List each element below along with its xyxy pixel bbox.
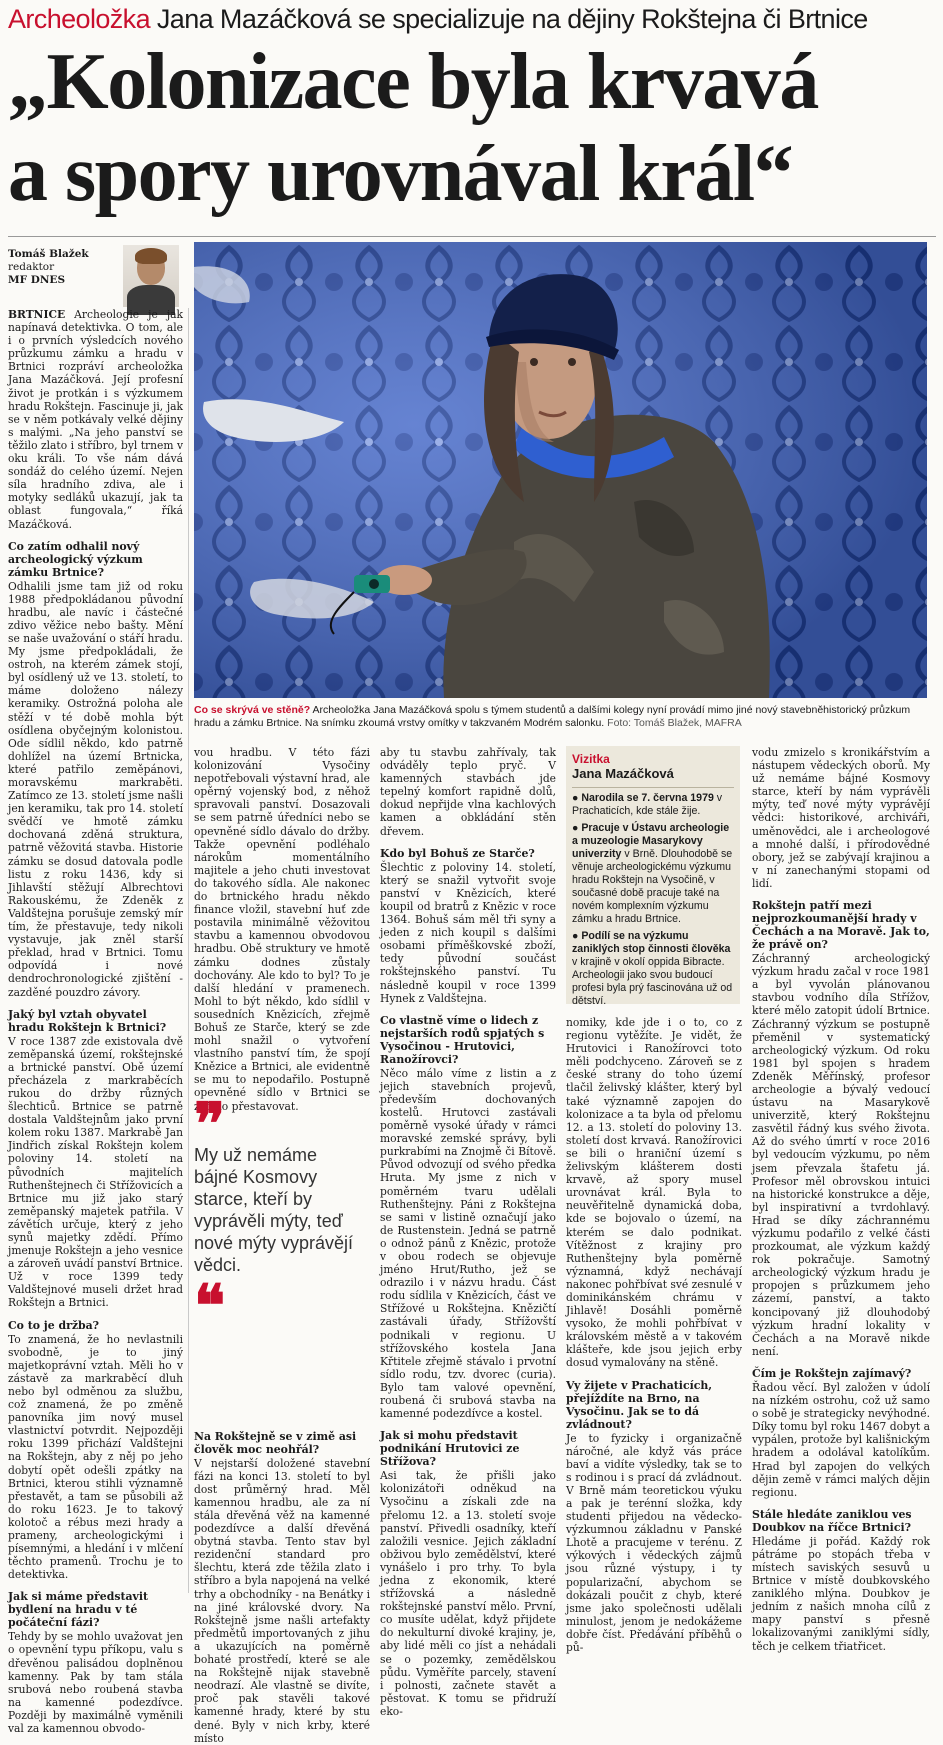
question: Na Rokštejně se v zimě asi člověk moc neohřál? [194,1429,357,1456]
question: Rokštejn patří mezi nejprozkoumanější hrady v Čechách a na Moravě. Jak to, že právě on? [752,899,930,952]
answer: Hledáme ji pořád. Každý rok pátráme po stopách třeba v místech saviských sesuvů u Brtnice v místě doubkovského zaniklého mlýna. Doubkov je jedním z našich mnoha cílů z mapy panství s přesně lokalizovanými zaniklými sídly, těch je celkem třiatřicet. [752,1534,930,1653]
question: Jak si máme představit bydlení na hradu v té počáteční fázi? [8,1590,149,1630]
photo-credit: Foto: Tomáš Blažek, MAFRA [604,717,742,729]
column-3 [380,746,556,1718]
answer: Záchranný archeologický výzkum hradu začal v roce 1981 a byl vyvolán plánovanou stavbou vodního díla Střížov, které mělo zatopit údolí Brtnice. Záchranný výzkum se postupně přeměnil v systematický archeologický výzkum. Od roku 1981 byl spojen s hradem Zdeněk Měřínský, profesor archeologie a bývalý vedoucí ústavu na Masarykově univerzitě, který Rokštejnu zasvětil řádný kus svého života. Až do svého úmrtí v roce 2016 byl vedoucím výzkumu, po něm jsem převzala štafetu já. Profesor měl obrovskou intuici na historické konstrukce a děje, byl inspirativní a tvrdohlavý. Hrad se díky záchrannému výzkumu podařilo z velké části prozkoumat, ale výzkum každý rok pokračuje. Samotný archeologický výzkum hradu je propojen s průzkumem jeho zázemí, panství, a takto koncipovaný již dlouhodobý výzkum hradní lokality v Čechách a na Moravě nikde není. [752,952,930,1358]
question: Co zatím odhalil nový archeologický výzkum zámku Brtnice? [8,539,143,579]
kicker-text: Jana Mazáčková se specializuje na dějiny Rokštejna či Brtnice [149,4,868,34]
photo-caption [194,704,929,730]
question: Vy žijete v Prachaticích, přejíždíte na Brno, na Vysočinu. Jak se to dá zvládnout? [566,1378,713,1431]
column-5 [752,746,930,1653]
answer: Něco málo víme z listin a z jejich stavebních projevů, především dochovaných kostelů. Hrutovci zastávali poměrně vysoké úřady v rámci moravské zemské správy, byli purkrabími na Znojmě či Bítově. Původ odvozují od svého předka Hruta. My jsme z nich v poměrném tvaru udělali Ruthenštejny. Páni z Rokštejna se sami v listině označují jako de Rustenstein. Jedná se patrně o odnož pánů z Knězic, protože v obou rodech se objevuje jméno Hrut/Rutho, jež se odrazilo i v názvu hradu. Část rodu sídlila v Knězicích, část ve Střížové u Rokštejna. Knězičtí zastávali úřady, Střížovští podnikali v regionu. U střížovského kostela Jana Křtitele zřejmě stávalo i prvotní sídlo rodu, tzv. dvorec (curia). Bylo tam valové opevnění, roubená či srubová stavba na kamenné podezdívce a kostel. [380,1066,556,1421]
headline-line-2: a spory urovnával král“ [8,130,793,218]
question: Kdo byl Bohuš ze Starče? [380,846,535,860]
question: Co to je držba? [8,1318,100,1332]
question: Čím je Rokštejn zajímavý? [752,1366,912,1380]
headline [8,36,938,220]
profile-box-title: Vizitka [572,752,610,766]
kicker [8,2,938,36]
answer: Šlechtic z poloviny 14. století, který se snažil vytvořit svoje panství v Knězicích, které koupil od bratrů z Knězic v roce 1364. Bohuš sám měl tři syny a jeden z nich koupil s dalšími osobami příměškovské zboží, tedy původní součást rokštejnského panství. Tu následně koupil v roce 1399 Hynek z Valdštejna. [380,860,556,1005]
answer: V nejstarší doložené stavební fázi na konci 13. století to byl dost průměrný hrad. Měl kamennou hradbu, ale za ní stála dřevěná věž na kamenné podezdívce a další dřevěná obytná stavba. Tento stav byl rezidenční standard pro šlechtu, která zde těžila zlato i stříbro a byla napojená na velké trhy a obchodníky - na Benátky i na jiné královské dvory. Na Rokštejně jsme našli artefakty předmětů importovaných z jihu a ukazujících na poměrně bohaté prostředí, které se ale na Rokštejně nijak stavebně neodrazí. Ale vlastně se divíte, proč pak stavěli takové kamenné hrady, které by stu dené. Byly v nich krby, které místo [194,1456,370,1745]
answer: Je to fyzicky i organizačně náročné, ale když vás práce baví a vidíte výsledky, tak se to s rodinou i s prací dá zvládnout. V Brně mám teoretickou výuku a pak je terénní složka, kdy studenti přijedou na vědecko-výzkumnou základnu v Panské Lhotě a pracujeme v terénu. Z výkových i vědeckých zájmů jsou různé výstupy, i ty popularizační, abychom se dokázali poučit z chyb, které jsme jako společnosti udělali minulost, jenom je nedokážeme dobře číst. Předávání příběhů o pů- [566,1431,742,1655]
question: Stále hledáte zaniklou ves Doubkov na říčce Brtnici? [752,1507,912,1534]
dateline: BRTNICE [8,308,66,321]
headline-line-1: „Kolonizace byla krvavá [8,38,818,126]
profile-item: ● Pracuje v Ústavu archeologie a muzeologie Masarykovy univerzity v Brně. Dlouhodobě se věnuje archeologickému výzkumu hradu Rokštejn na Vysočině, v současné době pracuje také na novém komplexním výzkumu zámku a hradu Brtnice. [572,822,733,925]
answer: nomiky, kde jde i o to, co z regionu vytěžíte. Je vidět, že Hrutovici i Ranožírovci toto měli podchyceno. Zároveň se z české strany do toho území tlačil želivský klášter, který byl také významně zapojen do kolonizace a ta byla od přelomu 12. a 13. století do poloviny 13. století dost krvavá. Ranožírovici se bili o hraniční území s želivským klášterem dosti krvavě, až spory musel urovnávat král. Byla to neuvěřitelně dynamická doba, kde se bojovalo o území, na kterém se dalo podnikat. Vítěžnost z krajiny pro Ruthenštejny byla poměrně významná, když nechávají nakonec pohřbívat své zesnulé v dominikánském chrámu v Jihlavě! Dosáhli poměrně vysoko, že mohli pohřbívat v královském městě a v takovém klášteře, kde jsou jejich erby dosud vymalovány na stěně. [566,1016,743,1370]
answer: To znamená, že ho nevlastnili svobodně, je to jiný majetkoprávní vztah. Měli ho v zástavě za markraběcí dluh nebo byl odměnou za službu, což znamená, že po změně panovníka jim nový musel vlastnictví potvrdit. Nejpozději roku 1399 přichází Valdštejni na Rokštejn, aby z něj po jeho dobytí opět odešli zpátky na Brtnici, kterou stihli významně přestavět, a tam se působili až do roku 1623. Je to takový kolotoč a rébus mezi hrady a prameny, archeologickými i písemnými, a hledání i v mlčení těchto pramenů. Trochu je to detektivka. [8,1332,183,1582]
column-1 [8,308,183,1735]
intro-paragraph: BRTNICE Archeologie je jak napínavá detektivka. O tom, ale i o prvních výsledcích nového průzkumu zámku a hradu v Brtnici rozpráví archeoložka Jana Mazáčková. Její profesní život je protkán i s výzkumem hradu Rokštejn. Fascinuje ji, jak se v něm potkávaly velké dějiny s malými. „Na jeho panství se těžilo zlato i stříbro, byl trnem v oku králi. To vše nám dává sondáž do celého území. Nejen síla hradního zdiva, ale i motyky sedláků ukazují, jak ta oblast fungovala,“ říká Mazáčková. [8,308,183,531]
quote-open-icon: ❞ [194,1090,226,1158]
author-avatar [123,245,179,307]
question: Jak si mohu představit podnikání Hrutovici ze Střížova? [380,1429,520,1469]
main-photo [194,242,927,698]
column-4 [566,1016,743,1655]
answer: aby tu stavbu zahřívaly, tak odváděly teplo pryč. V kamenných stavbách jde tepelný komfort rapidně dolů, dokud nepřijde vlna kachlových kamen a obkládání stěn dřevem. [380,746,556,838]
caption-text: Archeoložka Jana Mazáčková spolu s týmem studentů a dalšími kolegy nyní provádí mimo jiné nový stavebněhistorický průzkum hradu a zámku Brtnice. Na snímku zkoumá vrstvy omítky v takzvaném Modrém salonku. [194,704,911,729]
question: Co vlastně víme o lidech z nejstarších rodů spjatých s Vysočinou - Hrutovici, Ranožírovci? [380,1013,545,1066]
author-name: Tomáš Blažek [8,248,89,260]
answer: Asi tak, že přišli jako kolonizátoři odněkud na Vysočinu a získali zde na přelomu 12. a 13. století svoje panství. Přivedli osadníky, kteří založili vesnice. Jejich základní obživou bylo zemědělství, které vynášelo i pro trhy. To byla jedna z ekonomik, které střížovská a následně rokštejnské panství mělo. První, co musíte udělat, když přijdete do nekulturní divoké krajiny, je, aby lidé měli co jíst a nehádali se o pozemky, zemědělskou půdu. Vyměříte parcely, stavení i polnosti, začnete stavět a pěstovat. K tomu se přidruží eko- [380,1469,556,1718]
column-divider [188,308,189,1593]
answer: V roce 1387 zde existovala dvě zeměpanská území, rokštejnské a brtnické panství. Obě území přecházela z markraběcích rukou do držby různých šlechticů. Brtnice se patrně dostala Valdštejnům jako první kolem roku 1387. Markrabě Jan Jindřich získal Rokštejn kolem poloviny 14. století na původních majitelích Ruthenštejnech či Střížovicích a Brtnice mu již jako starý zeměpanský majetek patřila. V závětích určuje, který z jeho synů majetky zdědí. Přímo jmenuje Rokštejn a jeho vesnice a zároveň uvádí panství Brtnice. Už v roce 1399 tedy Valdštejnové museli držet hrad Rokštejn a Brtnici. [8,1034,183,1310]
profile-box-name: Jana Mazáčková [572,766,734,788]
answer: Odhalili jsme tam již od roku 1988 předpokládanou původní hradbu, ale navíc i částečné zdivo věžice nebo bašty. Mění se naše uvažování o stáří hradu. My jsme předpokládali, že ostroh, na kterém zámek stojí, byl osídlený už ve 13. století, to máme doloženo nálezy keramiky. Ostrožná poloha ale stěží v té době mohla být osídlena obyčejným kolonistou. Ode sídlil někdo, kdo patrně dohlížel na území Brtnicka, které patřilo zeměpánovi, moravskému markraběti. Zatímco ze 13. století jsme našli jen keramiku, tak pro 14. století svědčí ve hmotě zámku dochovaná zděná struktura, patrně věžovitá stavba. Historie zámku se dosud datovala podle listu z roku 1436, kdy si Jihlavští stěžují Albrechtovi Rakouskému, že Zdeněk z Valdštejna porušuje zemský mír tím, že přestavuje, tedy nikoli vystavuje, jak zněl starší překlad, hrad v Brtnici. Tomu odpovídá i nové dendrochronologické zjištění - zazděné pouzdro závory. [8,579,183,999]
pull-quote [194,1090,364,1340]
kicker-label: Archeoložka [8,4,150,34]
profile-item: ● Podílí se na výzkumu zaniklých stop činnosti člověka v krajině v okolí oppida Bibracte. Archeologii jako svou budoucí profesi byla prý fascinována už od dětství. [572,930,733,1007]
profile-item: ● Narodila se 7. června 1979 v Prachaticích, kde stále žije. [572,792,723,817]
question: Jaký byl vztah obyvatel hradu Rokštejn k Brtnici? [8,1007,167,1034]
answer: Tehdy by se mohlo uvažovat jen o opevnění typu příkopu, valu s dřevěnou palisádou doplněnou kamenny. Pak by tam stála srubová nebo roubená stavba na kamenné podezdívce. Později by maximálně vyměnili val za kamennou obvodo- [8,1630,183,1735]
author-role: redaktor [8,261,55,273]
photo-illustration [194,242,927,698]
answer: vodu zmizelo s kronikářstvím a nástupem vědeckých oborů. My už nemáme bájné Kosmovy starce, kteří by nám vyprávěli mýty, teď nové mýty vyprávějí vědci: historikové, archiváři, uměnovědci, ale i archeologové a mnohé další, i přírodovědné obory, jež se zabývají krajinou a v ní zanechanými stopami od lidí. [752,746,930,890]
header-divider [8,236,936,237]
caption-lead: Co se skrývá ve stěně? [194,704,311,716]
profile-box [566,746,740,1007]
author-outlet: MF DNES [8,274,66,286]
answer: Řadou věcí. Byl založen v údolí na nízkém ostrohu, což už samo o sobě je strategicky nevýhodné. Díky tomu byl roku 1467 dobyt a vypálen, protože byl kališnickým hradem a odolával katolíkům. Hrad byl zapojen do velkých dějin země v rámci malých dějin regionu. [752,1380,930,1499]
quote-text: My už nemáme bájné Kosmovy starce, kteří by vyprávěli mýty, teď nové mýty vyprávějí vědci. [194,1145,354,1275]
quote-close-icon: ❝ [194,1272,226,1340]
answer: vou hradbu. V této fázi kolonizování Vysočiny nepotřebovali výstavní hrad, ale opěrný vojenský bod, z něhož spravovali panství. Dosazovali se sem patrně úředníci nebo se opevněné sídlo dávalo do držby. Takže opevnění podléhalo nárokům momentálního majitele a jeho chuti investovat do takového sídla. Ale nakonec do brtnického hradu někdo finance vložil, stavební huť zde postavila minimálně věžovitou stavbu a kamennou obvodovou hradbu. Obě struktury ve hmotě zámku dodnes zůstaly dochovány. Ale kdo to byl? To je další hledání v pramenech. Mohl to být někdo, kdo sídlil v sousedních Knězicích, zřejmě Bohuš ze Starče, který se zde mohl snažil o vytvoření vlastního panství tím, že spojí Knězice a Brtnici, ale evidentně se mu to nepodařilo. Postupně opevněné sídlo v Brtnici se začalo přestavovat. [194,746,370,1113]
